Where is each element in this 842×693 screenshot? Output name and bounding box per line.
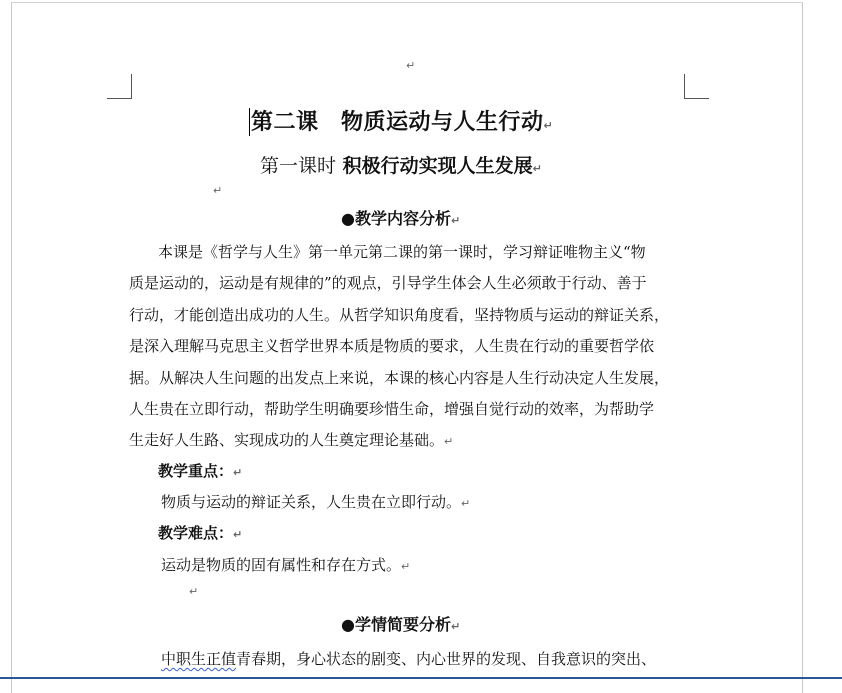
paragraph-line[interactable]: 行动，才能创造出成功的人生。从哲学知识角度看，坚持物质与运动的辩证关系， <box>129 306 670 324</box>
document-page[interactable] <box>11 2 803 693</box>
paragraph-mark: ↵ <box>189 585 199 598</box>
key-point-label[interactable]: 教学重点：↵ <box>158 462 243 480</box>
key-point-text[interactable]: 物质与运动的辩证关系，人生贵在立即行动。↵ <box>161 493 471 511</box>
document-subtitle[interactable]: 第一课时 积极行动实现人生发展↵ <box>260 155 542 177</box>
text-cursor <box>249 108 250 136</box>
paragraph-line[interactable]: 质是运动的，运动是有规律的”的观点，引导学生体会人生必须敢于行动、善于 <box>129 274 647 292</box>
difficulty-label[interactable]: 教学难点：↵ <box>158 524 243 542</box>
paragraph-line[interactable]: 中职生正值青春期，身心状态的剧变、内心世界的发现、自我意识的突出、 <box>161 650 657 668</box>
crop-mark-top-left <box>107 74 132 99</box>
spelling-flag[interactable]: 中职生正值 <box>161 650 237 668</box>
crop-mark-top-right <box>684 74 709 99</box>
paragraph-mark: ↵ <box>213 184 223 197</box>
document-title[interactable]: 第二课 物质运动与人生行动↵ <box>251 109 554 135</box>
paragraph-mark: ↵ <box>406 59 416 72</box>
paragraph-line[interactable]: 本课是《哲学与人生》第一单元第二课的第一课时，学习辩证唯物主义“物 <box>158 243 646 261</box>
paragraph-line-last[interactable]: 生走好人生路、实现成功的人生奠定理论基础。↵ <box>129 431 454 449</box>
section-heading-content-analysis[interactable]: ●教学内容分析↵ <box>341 209 461 228</box>
paragraph-line[interactable]: 人生贵在立即行动，帮助学生明确要珍惜生命，增强自觉行动的效率，为帮助学 <box>129 400 655 418</box>
paragraph-line[interactable]: 是深入理解马克思主义哲学世界本质是物质的要求，人生贵在行动的重要哲学依 <box>129 337 655 355</box>
difficulty-text[interactable]: 运动是物质的固有属性和存在方式。↵ <box>161 556 411 574</box>
paragraph-line[interactable]: 据。从解决人生问题的出发点上来说，本课的核心内容是人生行动决定人生发展， <box>129 369 670 387</box>
section-heading-learner-analysis[interactable]: ●学情简要分析↵ <box>341 615 461 634</box>
